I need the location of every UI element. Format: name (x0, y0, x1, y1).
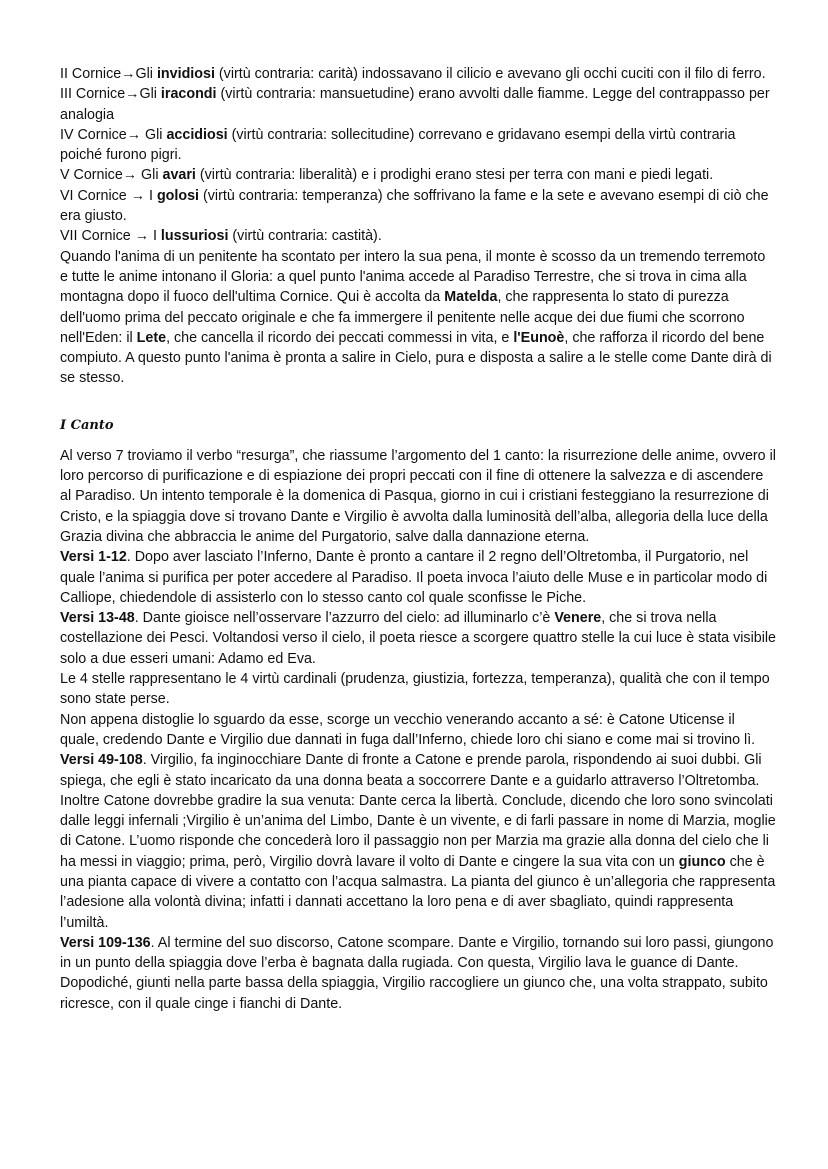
paragraph-text: Quando l'anima di un penitente ha scontato per intero la sua pena, il monte è scosso da un tremendo terremoto e tutte le anime intonano il Gloria: a quel punto l'anima accede al Paradiso Terrestre, che si trova in cima alla montagna dopo il fuoco dell'ultima Cornice. Qui è accolta da (60, 248, 766, 306)
cornice-label: III Cornice→Gli (60, 86, 161, 103)
cornice-6-paragraph (60, 186, 776, 227)
cornice-2-paragraph (60, 64, 776, 84)
paragraph-text: che è una pianta capace di vivere a contatto con l’acqua salmastra. La pianta del giunco è un’allegoria che rappresenta l’adesione alla volontà divina; infatti i dannati accettano la loro pena e di aver sbagliato, quindi rappresenta l’umiltà. (60, 853, 776, 931)
sin-term: golosi (156, 187, 200, 204)
paragraph-text: , che rappresenta lo stato di purezza dell'uomo prima del peccato originale e che fa immergere il penitente nelle acque dei due fiumi che scorrono nell'Eden: il (60, 289, 745, 346)
paradiso-terrestre-paragraph (60, 247, 776, 389)
cornice-7-paragraph (60, 226, 776, 246)
sin-term: accidiosi (166, 126, 228, 143)
venere-term: Venere (554, 610, 602, 627)
paragraph-text: . Dopo aver lasciato l’Inferno, Dante è pronto a cantare il 2 regno dell’Oltretomba, il Purgatorio, nel quale l’anima si purifica per poter accedere al Paradiso. Il poeta invoca l’aiuto delle Muse e in particolar modo di Calliope, chiedendole di assisterlo con lo stesso canto col quale sconfisse le Piche. (60, 549, 768, 606)
verse-range-label: Versi 13-48 (60, 610, 135, 627)
cornice-label: VI Cornice → I (60, 187, 157, 204)
sin-term: iracondi (160, 86, 217, 103)
paragraph-text: , che cancella il ricordo dei peccati commessi in vita, e (166, 329, 514, 346)
cornice-4-paragraph (60, 125, 776, 166)
eunoe-term: l'Eunoè (513, 329, 565, 346)
giunco-term: giunco (678, 853, 726, 870)
cornice-label: V Cornice→ Gli (60, 167, 163, 184)
versi-1-12-paragraph (60, 547, 776, 608)
cornice-3-paragraph (60, 84, 776, 125)
catone-paragraph: Non appena distoglie lo sguardo da esse, scorge un vecchio venerando accanto a sé: è Catone Uticense il quale, credendo Dante e Virgilio due dannati in fuga dall’Inferno, chiede loro chi siano e come mai si trovino lì. (60, 711, 756, 748)
paragraph-text: . Dante gioisce nell’osservare l’azzurro del cielo: ad illuminarlo c’è (134, 610, 555, 627)
lete-term: Lete (136, 329, 167, 346)
verse-range-label: Versi 109-136 (60, 934, 151, 951)
cornice-5-paragraph (60, 165, 776, 185)
verse-range-label: Versi 49-108 (60, 752, 143, 769)
versi-109-136-paragraph (60, 933, 776, 1014)
cornice-text: (virtù contraria: temperanza) che soffrivano la fame e la sete e avevano esempi di ciò che era giusto. (60, 187, 769, 225)
paragraph-text: , che rafforza il ricordo del bene compiuto. A questo punto l'anima è pronta a salire in Cielo, pura e disposta a salire a le stelle come Dante dirà di se stesso. (60, 329, 772, 387)
cornice-label: II Cornice→Gli (60, 66, 157, 82)
cornice-text: (virtù contraria: carità) indossavano il cilicio e avevano gli occhi cuciti con il filo di ferro. (214, 66, 766, 82)
paragraph-text: . Al termine del suo discorso, Catone scompare. Dante e Virgilio, tornando sui loro passi, giungono in un punto della spiaggia dove l’erba è bagnata dalla rugiada. Con questa, Virgilio lava le guance di Dante. Dopodiché, giunti nella parte bassa della spiaggia, Virgilio raccogliere un giunco che, una volta strappato, subito ricresce, con il quale cinge i fianchi di Dante. (60, 934, 774, 1012)
cornice-label: IV Cornice→ Gli (60, 126, 167, 143)
versi-13-48-paragraph (60, 608, 776, 669)
cornice-text: (virtù contraria: liberalità) e i prodighi erano stesi per terra con mani e piedi legati. (195, 167, 714, 184)
sin-term: avari (162, 167, 196, 184)
section-heading: I Canto (60, 417, 114, 433)
paragraph-text: . Virgilio, fa inginocchiare Dante di fronte a Catone e prende parola, rispondendo ai suoi dubbi. Gli spiega, che egli è stato incaricato da una donna beata a soccorrere Dante e a guidarlo attraverso l’Oltretomba. Inoltre Catone dovrebbe gradire la sua venuta: Dante cerca la libertà. Conclude, dicendo che loro sono svincolati dalle leggi infernali ;Virgilio è un’anima del Limbo, Dante è un vivente, e di farli passare in nome di Marzia, moglie di Catone. L’uomo risponde che concederà loro il passaggio non per Marzia ma grazie alla donna del cielo che li ha messi in viaggio; prima, però, Virgilio dovrà lavare il volto di Dante e cingere la sua vita con un (60, 752, 776, 870)
matelda-term: Matelda (444, 289, 498, 306)
paragraph-text: , che si trova nella costellazione dei Pesci. Voltandosi verso il cielo, il poeta riesce a scorgere quattro stelle la cui luce è stata visibile solo a due esseri umani: Adamo ed Eva. (60, 610, 777, 667)
versi-49-108-paragraph (60, 750, 776, 933)
cornice-text: (virtù contraria: mansuetudine) erano avvolti dalle fiamme. Legge del contrappasso per analogia (60, 86, 770, 123)
sin-term: lussuriosi (160, 228, 229, 245)
document-page (60, 64, 776, 1014)
sin-term: invidiosi (156, 66, 215, 82)
canto-intro-paragraph: Al verso 7 troviamo il verbo “resurga”, che riassume l’argomento del 1 canto: la risurrezione delle anime, ovvero il loro percorso di purificazione e di espiazione dei propri peccati con il fine di ottenere la salvezza e di ascendere al Paradiso. Un intento temporale è la domenica di Pasqua, giorno in cui i cristiani festeggiano la resurrezione di Cristo, e la spiaggia dove si trovano Dante e Virgilio è avvolta dalla luminosità dell’alba, allegoria della luce della Grazia divina che abbraccia le anime del Purgatorio, salve dalla dannazione eterna. (60, 447, 776, 545)
cornice-text: (virtù contraria: castità). (228, 228, 382, 245)
cornice-label: VII Cornice → I (60, 228, 161, 245)
cornice-text: (virtù contraria: sollecitudine) correvano e gridavano esempi della virtù contraria poiché furono pigri. (60, 126, 736, 164)
verse-range-label: Versi 1-12 (60, 549, 127, 566)
stelle-paragraph: Le 4 stelle rappresentano le 4 virtù cardinali (prudenza, giustizia, fortezza, temperanza), qualità che con il tempo sono state perse. (60, 671, 770, 708)
